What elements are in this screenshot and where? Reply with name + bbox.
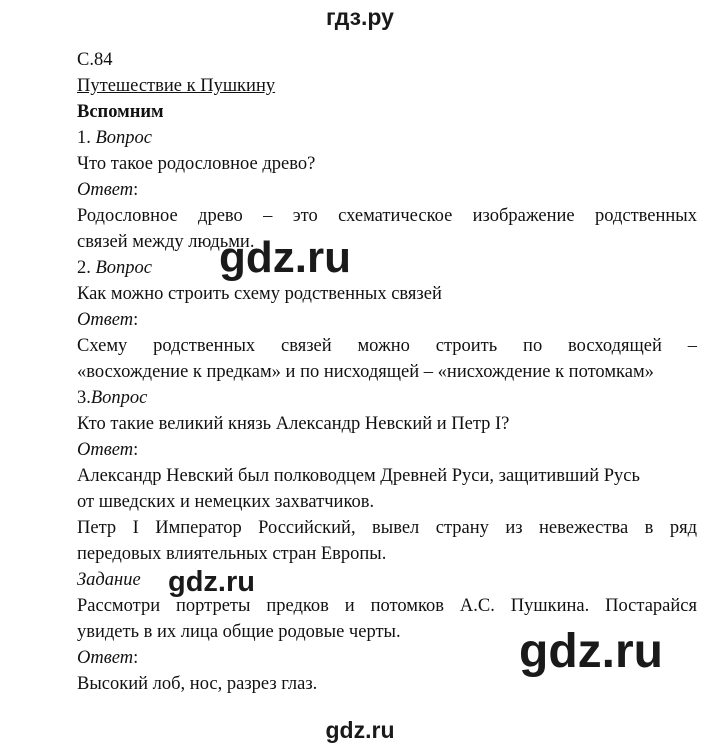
task-line-2: увидеть в их лица общие родовые черты.	[77, 622, 401, 642]
answer-3-line-1: Александр Невский был полководцем Древней Руси, защитивший Русь	[77, 466, 640, 486]
document-title: Путешествие к Пушкину	[77, 76, 276, 96]
watermark-large-2: gdz.ru	[519, 625, 663, 678]
question-3-label	[77, 385, 697, 411]
site-header: гдз.ру	[326, 4, 394, 30]
answer-2-line-2: «восхождение к предкам» и по нисходящей – «нисхождение к потомкам»	[77, 362, 654, 382]
question-1-label	[77, 125, 697, 151]
question-1-word: Вопрос	[95, 128, 153, 148]
question-2-text: Как можно строить схему родственных связей	[77, 284, 442, 304]
answer-3-colon: :	[133, 440, 139, 460]
watermark-large-1: gdz.ru	[219, 233, 351, 282]
watermark-medium: gdz.ru	[168, 566, 255, 598]
question-2-label	[77, 255, 697, 281]
task-answer-line-1: Высокий лоб, нос, разрез глаз.	[77, 674, 318, 694]
section-heading: Вспомним	[77, 102, 164, 122]
task-answer-word: Ответ	[77, 648, 134, 668]
question-1-text: Что такое родословное древо?	[77, 154, 316, 174]
task-label: Задание	[77, 570, 141, 590]
question-2-number: 2.	[77, 258, 96, 278]
answer-3-line-2: от шведских и немецких захватчиков.	[77, 492, 375, 512]
answer-3-word: Ответ	[77, 440, 134, 460]
task-answer-colon: :	[133, 648, 139, 668]
answer-1-line-1: Родословное древо – это схематическое изображение родственных	[77, 206, 697, 226]
question-2-word: Вопрос	[95, 258, 153, 278]
answer-2-word: Ответ	[77, 310, 134, 330]
answer-2-label	[77, 307, 697, 333]
question-3-number: 3.	[77, 388, 91, 408]
question-3-word: Вопрос	[90, 388, 148, 408]
page-number: С.84	[77, 50, 113, 70]
answer-2-colon: :	[133, 310, 139, 330]
answer-1-word: Ответ	[77, 180, 134, 200]
document-body	[77, 47, 697, 697]
answer-1-label	[77, 177, 697, 203]
answer-3-line-3: Петр I Император Российский, вывел страну из невежества в ряд	[77, 518, 697, 538]
answer-3-label	[77, 437, 697, 463]
question-3-text: Кто такие великий князь Александр Невский и Петр I?	[77, 414, 510, 434]
question-1-number: 1.	[77, 128, 96, 148]
answer-2-line-1: Схему родственных связей можно строить по восходящей –	[77, 336, 697, 356]
answer-1-colon: :	[133, 180, 139, 200]
task-line-1: Рассмотри портреты предков и потомков А.С. Пушкина. Постарайся	[77, 596, 697, 616]
answer-3-line-4: передовых влиятельных стран Европы.	[77, 544, 387, 564]
site-footer: gdz.ru	[325, 717, 395, 743]
answer-1-line-2: связей между людьми.	[77, 232, 255, 252]
